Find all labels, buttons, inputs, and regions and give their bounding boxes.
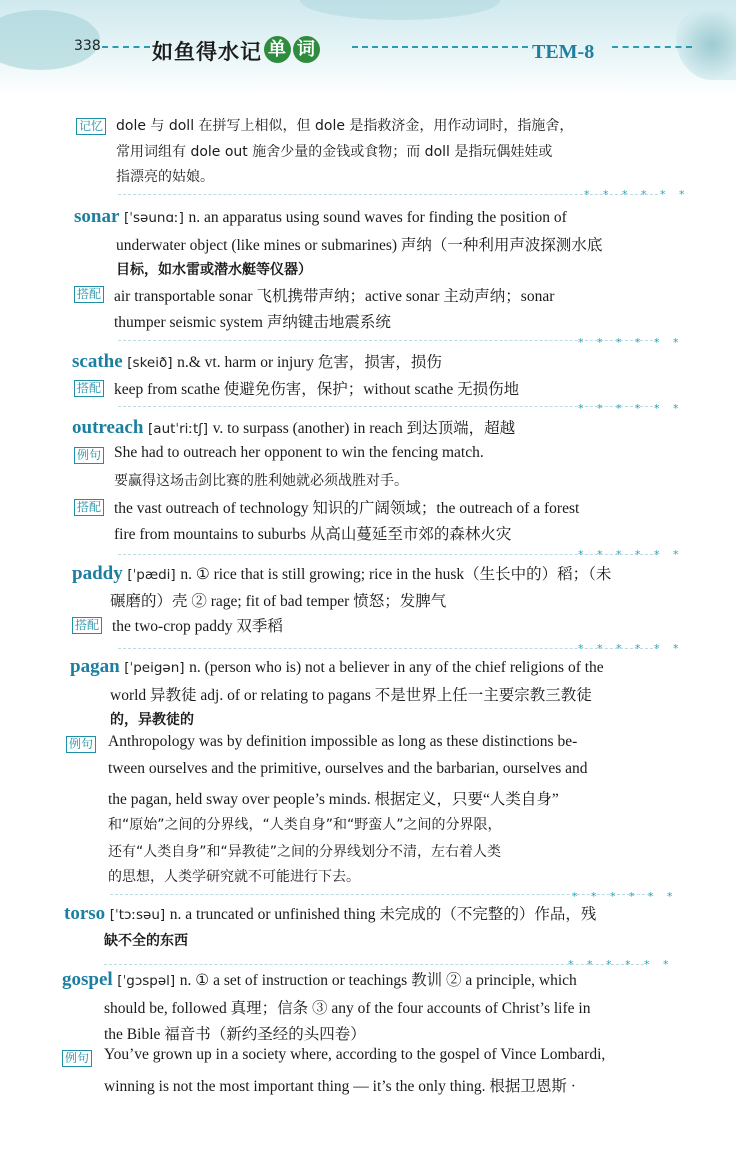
definition-line: n. an apparatus using sound waves for finding the position of — [188, 209, 567, 226]
stars-divider: * * * * * * — [578, 336, 684, 349]
definition-line: underwater object (like mines or submarines) 声纳（一种利用声波探测水底 — [116, 237, 603, 254]
phonetic: [ˈpeigən] — [124, 660, 185, 676]
definition-line: n.& vt. harm or injury 危害，损害，损伤 — [177, 354, 442, 371]
example-translation: 和“原始”之间的分界线，“人类自身”和“野蛮人”之间的分界限， — [108, 817, 502, 833]
collocation-line: air transportable sonar 飞机携带声纳；active sonar 主动声纳；sonar — [114, 288, 555, 305]
collocation-tag: 搭配 — [74, 499, 104, 516]
stars-divider: * * * * * * — [568, 958, 674, 971]
collocation-tag: 搭配 — [72, 617, 102, 634]
example-line: winning is not the most important thing — it’s the only thing. 根据卫恩斯 · — [104, 1078, 576, 1095]
entry-paddy — [72, 562, 611, 585]
definition-line: 缺不全的东西 — [104, 933, 188, 949]
entry-separator — [118, 648, 658, 649]
memory-tag: 记忆 — [76, 118, 106, 135]
collocation-tag: 搭配 — [74, 286, 104, 303]
collocation-line: keep from scathe 使避免伤害，保护；without scathe 无损伤地 — [114, 381, 520, 398]
entry-gospel — [62, 968, 577, 991]
collocation-line: the vast outreach of technology 知识的广阔领域；the outreach of a forest — [114, 500, 580, 517]
phonetic: [ˈsəunɑː] — [124, 210, 184, 226]
page-header — [0, 0, 736, 96]
collocation-tag: 搭配 — [74, 380, 104, 397]
example-translation: 还有“人类自身”和“异教徒”之间的分界线划分不清，左右着人类 — [108, 844, 502, 860]
stars-divider: * * * * * * — [584, 188, 690, 201]
entry-separator — [104, 964, 644, 965]
entry-torso — [64, 902, 596, 925]
phonetic: [ˈpædi] — [127, 567, 176, 583]
entry-outreach — [72, 416, 515, 439]
headword: torso — [64, 903, 106, 924]
decorative-fish-image — [676, 10, 736, 80]
entry-sonar — [74, 206, 567, 228]
book-title-badge-1: 单 — [264, 36, 291, 63]
entry-pagan — [70, 656, 604, 678]
definition-line: world 异教徒 adj. of or relating to pagans 不是世界上任一主要宗教三教徒 — [110, 687, 592, 704]
stars-divider: * * * * * * — [572, 890, 678, 903]
memory-note-line: 指漂亮的姑娘。 — [116, 169, 214, 185]
headword: gospel — [62, 969, 113, 990]
example-line: the pagan, held sway over people’s minds. 根据定义，只要“人类自身” — [108, 791, 559, 808]
headword: sonar — [74, 206, 120, 227]
headword: scathe — [72, 351, 123, 372]
definition-line: n. ① rice that is still growing; rice in the husk（生长中的）稻；（未 — [180, 566, 612, 583]
definition-line: should be, followed 真理；信条 ③ any of the four accounts of Christ’s life in — [104, 1000, 591, 1017]
book-title-text: 如鱼得水记 — [152, 40, 262, 64]
headword: outreach — [72, 417, 144, 438]
book-title — [152, 36, 320, 66]
phonetic: [autˈriːtʃ] — [148, 421, 209, 437]
entry-separator — [118, 340, 658, 341]
phonetic: [ˈtɔːsəu] — [109, 907, 166, 923]
example-line: She had to outreach her opponent to win the fencing match. — [114, 444, 484, 461]
phonetic: [skeið] — [127, 355, 173, 371]
definition-line: n. (person who is) not a believer in any of the chief religions of the — [189, 659, 604, 676]
entry-separator — [110, 894, 650, 895]
stars-divider: * * * * * * — [578, 548, 684, 561]
entry-separator — [118, 406, 658, 407]
entry-scathe — [72, 350, 442, 373]
memory-note-line: dole 与 doll 在拼写上相似，但 dole 是指救济金，用作动词时，指施舍， — [116, 118, 574, 134]
example-line: tween ourselves and the primitive, ourselves and the barbarian, ourselves and — [108, 760, 588, 777]
header-divider — [102, 46, 150, 48]
entry-separator — [118, 554, 658, 555]
example-translation: 要赢得这场击剑比赛的胜利她就必须战胜对手。 — [114, 473, 408, 489]
collocation-line: fire from mountains to suburbs 从高山蔓延至市郊的森林火灾 — [114, 526, 512, 543]
entry-separator — [118, 194, 658, 195]
example-line: Anthropology was by definition impossible as long as these distinctions be- — [108, 733, 578, 750]
example-tag: 例句 — [62, 1050, 92, 1067]
definition-line: 碾磨的）壳 ② rage; fit of bad temper 愤怒；发脾气 — [110, 593, 447, 610]
memory-note-line: 常用词组有 dole out 施舍少量的金钱或食物；而 doll 是指玩偶娃娃或 — [116, 144, 553, 160]
phonetic: [ˈgɔspəl] — [117, 973, 176, 989]
header-divider — [352, 46, 528, 48]
example-translation: 的思想，人类学研究就不可能进行下去。 — [108, 869, 360, 885]
collocation-line: thumper seismic system 声纳键击地震系统 — [114, 314, 391, 331]
definition-line: 的，异教徒的 — [110, 712, 194, 728]
collocation-line: the two-crop paddy 双季稻 — [112, 618, 283, 635]
definition-line: v. to surpass (another) in reach 到达顶端，超越 — [212, 420, 516, 437]
definition-line: the Bible 福音书（新约圣经的头四卷） — [104, 1026, 366, 1043]
header-divider — [612, 46, 692, 48]
definition-line: 目标，如水雷或潜水艇等仪器） — [116, 262, 312, 278]
page-number: 338 — [74, 38, 101, 54]
example-line: You’ve grown up in a society where, according to the gospel of Vince Lombardi, — [104, 1046, 606, 1063]
example-tag: 例句 — [74, 447, 104, 464]
decorative-wave — [300, 0, 500, 20]
definition-line: n. a truncated or unfinished thing 未完成的（不完整的）作品，残 — [169, 906, 597, 923]
book-title-badge-2: 词 — [293, 36, 320, 63]
stars-divider: * * * * * * — [578, 402, 684, 415]
stars-divider: * * * * * * — [578, 642, 684, 655]
headword: paddy — [72, 563, 123, 584]
definition-line: n. ① a set of instruction or teachings 教训 ② a principle, which — [179, 972, 577, 989]
example-tag: 例句 — [66, 736, 96, 753]
headword: pagan — [70, 656, 120, 677]
series-label: TEM-8 — [532, 41, 595, 63]
